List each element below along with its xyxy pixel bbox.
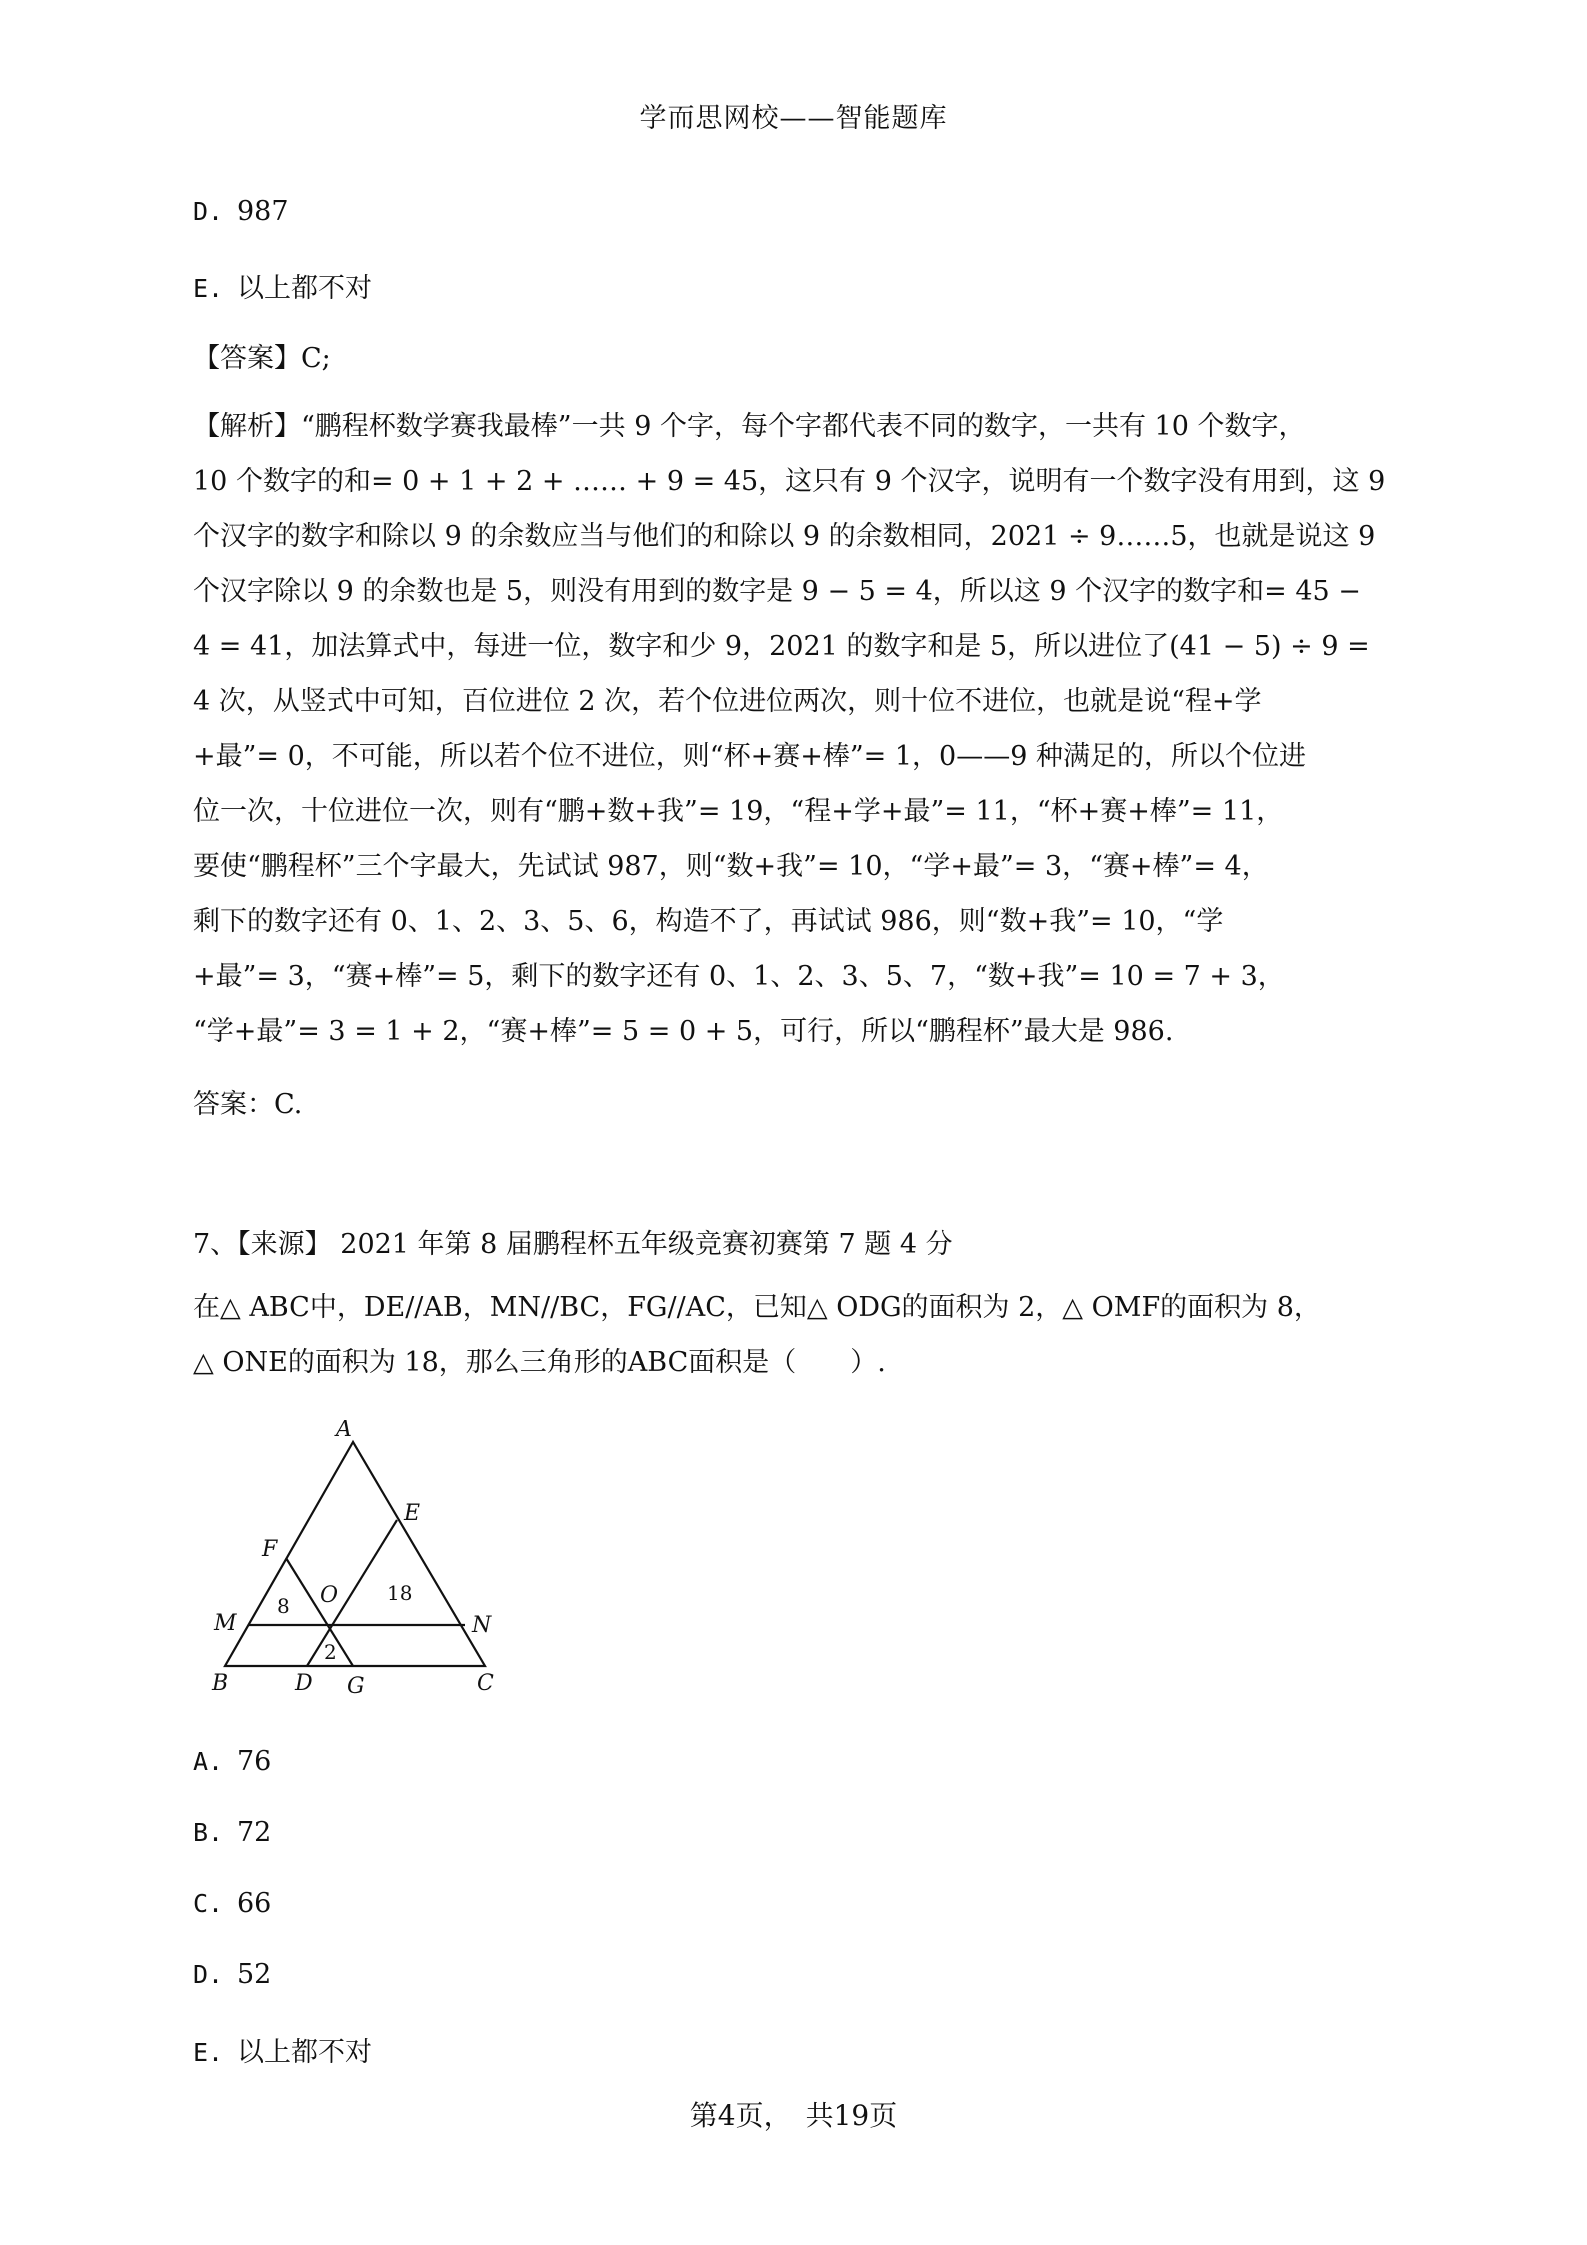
- analysis-line: 个汉字的数字和除以 9 的余数应当与他们的和除以 9 的余数相同，2021 ÷ 9……5，也就是说这 9: [193, 521, 1376, 552]
- stem-line: △ ONE的面积为 18，那么三角形的ABC面积是（ ）.: [193, 1347, 886, 1378]
- option-a: [193, 1746, 271, 1777]
- option-text: 以上都不对: [237, 2037, 372, 2068]
- analysis-line: 剩下的数字还有 0、1、2、3、5、6，构造不了，再试试 986，则“数+我”= 10，“学: [193, 906, 1224, 937]
- option-c: [193, 1888, 271, 1919]
- stem-line: 在△ ABC中，DE//AB，MN//BC，FG//AC，已知△ ODG的面积为 2，△ OMF的面积为 8，: [193, 1292, 1321, 1323]
- analysis-line: 10 个数字的和= 0 + 1 + 2 + …… + 9 = 45，这只有 9 个汉字，说明有一个数字没有用到，这 9: [193, 466, 1386, 497]
- page-header: 学而思网校——智能题库: [639, 103, 948, 134]
- triangle-diagram: [200, 1420, 520, 1700]
- option-letter: D.: [193, 197, 224, 226]
- page-footer: 第4页， 共19页: [689, 2099, 898, 2132]
- question-stem: [193, 1280, 1403, 1390]
- option-letter: E.: [193, 274, 224, 303]
- label-b: B: [212, 1671, 229, 1696]
- area-one: 18: [387, 1581, 413, 1605]
- option-text: 76: [237, 1746, 272, 1777]
- option-text: 以上都不对: [237, 273, 372, 304]
- option-e-prev: [193, 266, 372, 305]
- analysis-line: 4 = 41，加法算式中，每进一位，数字和少 9，2021 的数字和是 5，所以进位了(41 − 5) ÷ 9 =: [193, 631, 1370, 662]
- label-g: G: [347, 1674, 365, 1699]
- option-e: [193, 2030, 372, 2069]
- label-d: D: [295, 1671, 313, 1696]
- option-text: 52: [237, 1959, 272, 1990]
- option-b: [193, 1817, 271, 1848]
- option-d: [193, 1959, 271, 1990]
- analysis-line: +最”= 3，“赛+棒”= 5，剩下的数字还有 0、1、2、3、5、7，“数+我”= 10 = 7 + 3，: [193, 961, 1285, 992]
- label-o: O: [320, 1583, 339, 1608]
- option-text: 66: [237, 1888, 272, 1919]
- option-letter: D.: [193, 1960, 224, 1989]
- analysis-paragraph: [193, 399, 1403, 1059]
- analysis-line: +最”= 0，不可能，所以若个位不进位，则“杯+赛+棒”= 1，0——9 种满足的，所以个位进: [193, 741, 1306, 772]
- label-m: M: [214, 1611, 237, 1636]
- analysis-line: 个汉字除以 9 的余数也是 5，则没有用到的数字是 9 − 5 = 4，所以这 9 个汉字的数字和= 45 −: [193, 576, 1361, 607]
- line-fg: [286, 1558, 353, 1666]
- analysis-line: 位一次，十位进位一次，则有“鹏+数+我”= 19，“程+学+最”= 11，“杯+赛+棒”= 11，: [193, 796, 1284, 827]
- analysis-line: “学+最”= 3 = 1 + 2，“赛+棒”= 5 = 0 + 5，可行，所以“鹏程杯”最大是 986.: [193, 1016, 1174, 1047]
- option-d-prev: [193, 196, 289, 227]
- answer-line: 【答案】C;: [193, 343, 331, 374]
- label-c: C: [477, 1671, 494, 1696]
- label-n: N: [472, 1613, 492, 1638]
- option-letter: E.: [193, 2038, 224, 2067]
- option-letter: C.: [193, 1889, 224, 1918]
- triangle-figure: [200, 1420, 520, 1704]
- analysis-line: 4 次，从竖式中可知，百位进位 2 次，若个位进位两次，则十位不进位，也就是说“程+学: [193, 686, 1262, 717]
- area-odg: 2: [324, 1640, 337, 1664]
- final-answer: 答案：C.: [193, 1089, 303, 1120]
- analysis-line: 要使“鹏程杯”三个字最大，先试试 987，则“数+我”= 10，“学+最”= 3，“赛+棒”= 4，: [193, 851, 1269, 882]
- label-f: F: [262, 1537, 278, 1562]
- area-omf: 8: [277, 1594, 290, 1618]
- question-source: 7、【来源】 2021 年第 8 届鹏程杯五年级竞赛初赛第 7 题 4 分: [193, 1229, 953, 1260]
- option-letter: A.: [193, 1747, 224, 1776]
- option-letter: B.: [193, 1818, 224, 1847]
- label-a: A: [336, 1420, 352, 1442]
- analysis-line: 【解析】“鹏程杯数学赛我最棒”一共 9 个字，每个字都代表不同的数字，一共有 10 个数字，: [193, 411, 1306, 442]
- label-e: E: [404, 1501, 421, 1526]
- option-text: 987: [237, 196, 289, 227]
- option-text: 72: [237, 1817, 272, 1848]
